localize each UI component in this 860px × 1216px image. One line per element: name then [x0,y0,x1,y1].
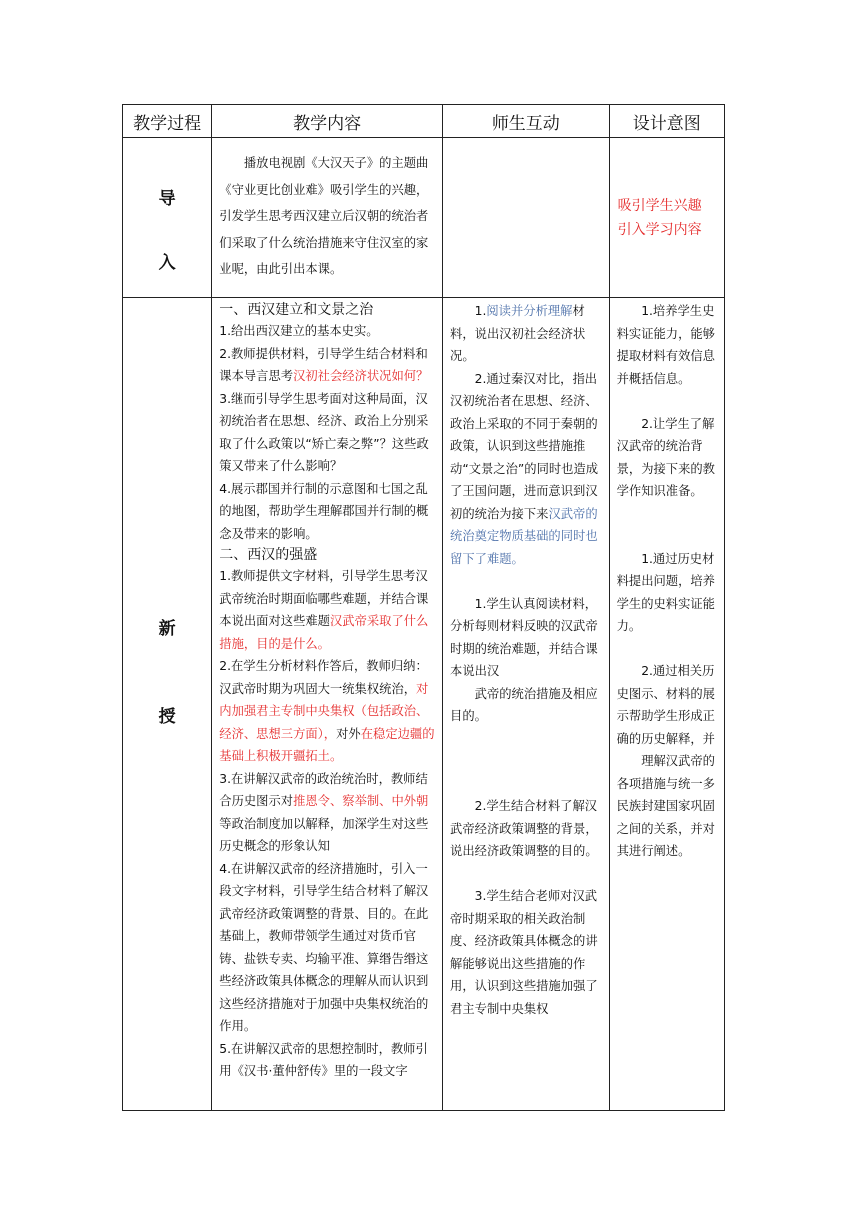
interaction-3: 1.学生认真阅读材料，分析每则材料反映的汉武帝时期的统治难题，并结合课本说出汉 [450,596,598,678]
section2-title: 二、西汉的强盛 [219,547,318,563]
new-stage [123,298,212,1111]
intro-purpose-cell [609,138,724,298]
purpose-3: 1.通过历史材料提出问题，培养学生的史料实证能力。 [616,551,715,633]
purpose-2: 2.让学生了解汉武帝的统治背景，为接下来的教学作知识准备。 [616,416,715,498]
new-stage-char-1: 新 [158,619,176,639]
new-purpose-cell [609,298,724,1111]
intro-purpose-line-2: 引入学习内容 [617,222,702,238]
intro-stage [123,138,212,298]
s1-item-2: 2.教师提供材料，引导学生结合材料和课本导言思考汉初社会经济状况如何？ [219,346,429,383]
new-stage-char-2: 授 [158,707,176,727]
section1-title: 一、西汉建立和文景之治 [219,302,374,318]
s2-item-2: 2.在学生分析材料作答后，教师归纳：汉武帝时期为巩固大一统集权统治，对内加强君主专制中央集权（包括政治、经济、思想三方面），对外在稳定边疆的基础上积极开疆拓土。 [219,659,435,763]
header-content: 教学内容 [212,105,443,138]
header-process: 教学过程 [123,105,212,138]
header-interaction: 师生互动 [443,105,610,138]
s2-item-5: 5.在讲解汉武帝的思想控制时，教师引用《汉书·董仲舒传》里的一段文字 [219,1041,428,1078]
intro-content-cell [212,138,443,298]
interaction-1: 1.阅读并分析理解材料，说出汉初社会经济状况。 [450,304,586,363]
s2-item-1: 1.教师提供文字材料，引导学生思考汉武帝统治时期面临哪些难题，并结合课本说出面对这些难题汉武帝采取了什么措施，目的是什么。 [219,569,429,651]
purpose-4b: 理解汉武帝的各项措施与统一多民族封建国家巩固之间的关系，并对其进行阐述。 [616,754,715,858]
new-teaching-row [123,298,725,1111]
s2-item-4: 4.在讲解汉武帝的经济措施时，引入一段文字材料，引导学生结合材料了解汉武帝经济政策调整的背景、目的。在此基础上，教师带领学生通过对货币官铸、盐铁专卖、均输平准、算缗告缗这些经济政策具体概念的理解从而认识到这些经济措施对于加强中央集权统治的作用。 [219,861,429,1033]
intro-row [123,138,725,298]
s1-item-4: 4.展示郡国并行制的示意图和七国之乱的地图，帮助学生理解郡国并行制的概念及带来的影响。 [219,481,429,541]
intro-content-text: 播放电视剧《大汉天子》的主题曲《守业更比创业难》吸引学生的兴趣，引发学生思考西汉建立后汉朝的统治者们采取了什么统治措施来守住汉室的家业呢，由此引出本课。 [219,156,429,276]
s1-item-1: 1.给出西汉建立的基本史实。 [219,324,379,338]
purpose-4: 2.通过相关历史图示、材料的展示帮助学生形成正确的历史解释，并 [616,664,715,746]
purpose-1: 1.培养学生史料实证能力，能够提取材料有效信息并概括信息。 [616,304,715,386]
intro-interaction-cell [443,138,610,298]
intro-purpose-line-1: 吸引学生兴趣 [617,198,702,214]
s2-item-3: 3.在讲解汉武帝的政治统治时，教师结合历史图示对推恩令、察举制、中外朝等政治制度加以解释，加深学生对这些历史概念的形象认知 [219,771,429,853]
intro-stage-char-2: 入 [158,253,176,273]
lesson-plan-table [122,104,725,1111]
new-interaction-cell [443,298,610,1111]
intro-stage-char-1: 导 [158,189,176,209]
header-row [123,105,725,138]
interaction-2: 2.通过秦汉对比，指出汉初统治者在思想、经济、政治上采取的不同于秦朝的政策，认识到这些措施推动“文景之治”的同时也造成了王国问题，进而意识到汉初的统治为接下来汉武帝的统治奠定物质基础的同时也留下了难题。 [450,371,599,566]
header-purpose: 设计意图 [609,105,724,138]
interaction-5: 3.学生结合老师对汉武帝时期采取的相关政治制度、经济政策具体概念的讲解能够说出这些措施的作用，认识到这些措施加强了君主专制中央集权 [450,889,598,1016]
s1-item-3: 3.继而引导学生思考面对这种局面，汉初统治者在思想、经济、政治上分别采取了什么政策以“矫亡秦之弊”？这些政策又带来了什么影响？ [219,391,429,473]
interaction-4: 2.学生结合材料了解汉武帝经济政策调整的背景，说出经济政策调整的目的。 [450,799,598,858]
new-content-cell [212,298,443,1111]
interaction-3b: 武帝的统治措施及相应目的。 [450,686,598,723]
